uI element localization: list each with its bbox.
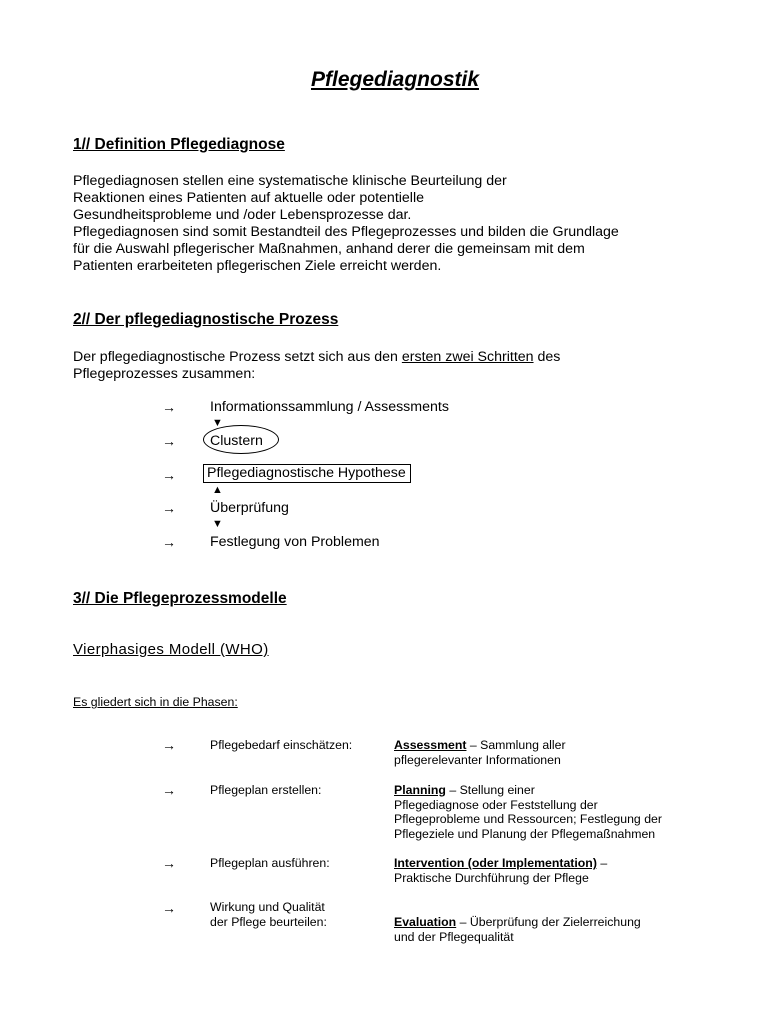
section2-heading: 2// Der pflegediagnostische Prozess bbox=[73, 311, 339, 328]
arrow-right-icon: → bbox=[162, 855, 176, 871]
section2-intro bbox=[73, 349, 560, 366]
section1-line: Pflegediagnosen stellen eine systematische klinische Beurteilung der bbox=[73, 173, 507, 189]
page-title: Pflegediagnostik bbox=[310, 68, 480, 91]
process-step-ueberpruefung: Überprüfung bbox=[210, 500, 289, 516]
phase-rest: – bbox=[596, 856, 608, 870]
phase-rest: – Stellung einer bbox=[445, 783, 535, 797]
section1-heading: 1// Definition Pflegediagnose bbox=[73, 136, 285, 153]
process-step-clustern: Clustern bbox=[210, 433, 263, 449]
section1-line: Gesundheitsprobleme und /oder Lebensprozesse dar. bbox=[73, 207, 412, 223]
phase-term-intervention: Intervention (oder Implementation) bbox=[394, 856, 597, 870]
arrow-right-icon: → bbox=[162, 399, 176, 415]
phase-description-line: und der Pflegequalität bbox=[394, 930, 514, 944]
arrow-right-icon: → bbox=[162, 782, 176, 798]
triangle-down-icon: ▼ bbox=[212, 518, 223, 530]
phase-description bbox=[394, 915, 641, 930]
section3-heading: 3// Die Pflegeprozessmodelle bbox=[73, 590, 287, 607]
phase-description bbox=[394, 783, 535, 798]
phase-term-planning: Planning bbox=[394, 783, 446, 797]
phase-description-line: Pflegediagnose oder Feststellung der bbox=[394, 798, 598, 812]
phase-description-line: Praktische Durchführung der Pflege bbox=[394, 871, 589, 885]
section2-intro-pre: Der pflegediagnostische Prozess setzt sich aus den bbox=[73, 349, 402, 365]
first-two-steps-link: ersten zwei Schritten bbox=[401, 349, 534, 365]
phase-left-label: Wirkung und Qualität bbox=[210, 900, 325, 914]
process-step-hypothese: Pflegediagnostische Hypothese bbox=[203, 464, 411, 483]
arrow-right-icon: → bbox=[162, 737, 176, 753]
arrow-right-icon: → bbox=[162, 534, 176, 550]
triangle-down-icon: ▼ bbox=[212, 417, 223, 429]
phase-description-line: pflegerelevanter Informationen bbox=[394, 753, 561, 767]
phase-term-assessment: Assessment bbox=[394, 738, 467, 752]
arrow-right-icon: → bbox=[162, 500, 176, 516]
arrow-right-icon: → bbox=[162, 433, 176, 449]
phase-description bbox=[394, 856, 607, 871]
process-step-assessment: Informationssammlung / Assessments bbox=[210, 399, 449, 415]
arrow-right-icon: → bbox=[162, 900, 176, 916]
phase-left-label: der Pflege beurteilen: bbox=[210, 915, 327, 929]
phase-rest: – Sammlung aller bbox=[466, 738, 566, 752]
section2-intro-line2: Pflegeprozesses zusammen: bbox=[73, 366, 256, 382]
phase-left-label: Pflegeplan ausführen: bbox=[210, 856, 330, 870]
section2-intro-post: des bbox=[533, 349, 561, 365]
triangle-up-icon: ▲ bbox=[212, 484, 223, 496]
phase-description-line: Pflegeziele und Planung der Pflegemaßnahmen bbox=[394, 827, 656, 841]
phases-intro: Es gliedert sich in die Phasen: bbox=[73, 695, 238, 709]
arrow-right-icon: → bbox=[162, 467, 176, 483]
phase-description bbox=[394, 738, 566, 753]
section1-line: Reaktionen eines Patienten auf aktuelle oder potentielle bbox=[73, 190, 424, 206]
section1-line: für die Auswahl pflegerischer Maßnahmen, anhand derer die gemeinsam mit dem bbox=[73, 241, 585, 257]
process-step-festlegung: Festlegung von Problemen bbox=[210, 534, 380, 550]
phase-left-label: Pflegebedarf einschätzen: bbox=[210, 738, 353, 752]
phase-description-line: Pflegeprobleme und Ressourcen; Festlegung der bbox=[394, 812, 662, 826]
model-subheading: Vierphasiges Modell (WHO) bbox=[73, 641, 269, 658]
section1-line: Pflegediagnosen sind somit Bestandteil des Pflegeprozesses und bilden die Grundlage bbox=[73, 224, 619, 240]
phase-rest: – Überprüfung der Zielerreichung bbox=[456, 915, 641, 929]
section1-line: Patienten erarbeiteten pflegerischen Ziele erreicht werden. bbox=[73, 258, 442, 274]
phase-left-label: Pflegeplan erstellen: bbox=[210, 783, 322, 797]
phase-term-evaluation: Evaluation bbox=[394, 915, 457, 929]
